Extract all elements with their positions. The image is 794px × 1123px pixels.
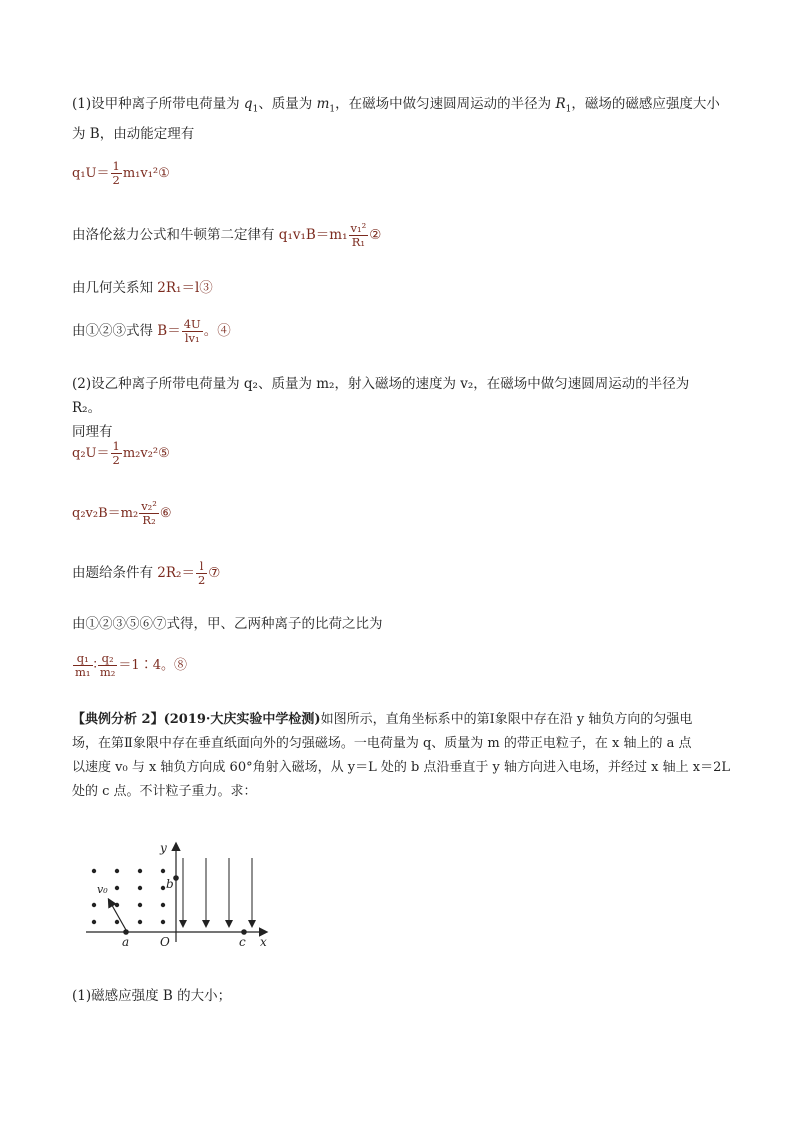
point-c (241, 929, 247, 935)
eq5-fraction (111, 440, 122, 467)
eq4-lhs: B＝ (157, 323, 181, 339)
eq7-num: l (196, 560, 207, 574)
equation-2-line (72, 222, 381, 249)
eq7-fraction (196, 560, 207, 587)
eq3-formula: 2R₁＝l③ (157, 280, 213, 296)
p1-mid3: ，磁场的磁感应强度大小 (571, 96, 720, 112)
eq2-tail: ② (369, 227, 382, 243)
p1-mid1: 、质量为 (258, 96, 317, 112)
eq4-tail: 。④ (203, 323, 231, 339)
example-source: (2019·大庆实验中学检测) (163, 712, 321, 727)
eq6-tail: ⑥ (159, 506, 172, 521)
eq6-den: R₂ (142, 513, 156, 527)
question1-text: (1)磁感应强度 B 的大小； (72, 988, 232, 1004)
p2-line1: (2)设乙种离子所带电荷量为 q₂、质量为 m₂，射入磁场的速度为 v₂，在磁场中做匀速圆周运动的半径为 R₂。 (72, 376, 690, 416)
equation-6 (72, 500, 172, 527)
eq2-fraction (349, 222, 369, 249)
example-problem (72, 708, 732, 804)
eq7-tail: ⑦ (208, 565, 221, 581)
eq6-num: v₂² (141, 499, 157, 513)
equation-1 (72, 160, 170, 187)
label-a: a (122, 935, 130, 949)
eq4-den: lv₁ (184, 331, 200, 345)
magnetic-field-dots (92, 869, 165, 924)
eq2-den: R₁ (351, 235, 366, 249)
equation-3-line (72, 276, 213, 296)
eq2-num: v₁² (350, 221, 367, 235)
eq8-den2: m₂ (99, 665, 116, 679)
label-c: c (239, 935, 246, 949)
label-o: O (160, 935, 170, 949)
eq7-text: 由题给条件有 (72, 565, 158, 581)
equation-5 (72, 440, 170, 467)
p2-line2: 同理有 (72, 424, 113, 440)
eq5-rhs: m₂v₂²⑤ (122, 446, 170, 461)
p1-prefix: (1)设甲种离子所带电荷量为 (72, 96, 244, 112)
eq1-rhs: m₁v₁²① (122, 166, 170, 181)
eq1-fraction (111, 160, 122, 187)
eq8-fraction-1 (73, 652, 93, 679)
eq4-text: 由①②③式得 (72, 323, 158, 339)
eq8-num2: q₂ (98, 652, 118, 666)
eq8-den1: m₁ (75, 665, 91, 679)
equation-4-line (72, 318, 231, 345)
paragraph-part2 (72, 372, 722, 444)
equation-8 (72, 652, 187, 679)
example-line3: 以速度 v₀ 与 x 轴负方向成 60°角射入磁场，从 y＝L 处的 b 点沿垂直于 y 轴方向进入电场，并经过 x 轴上 x＝2L (72, 760, 730, 775)
label-x: x (260, 935, 267, 949)
eq8-tail: ＝1∶4。⑧ (118, 658, 187, 673)
eq5-lhs: q₂U＝ (72, 446, 110, 461)
p1-line2: 为 B，由动能定理有 (72, 125, 195, 142)
eq3-text: 由几何关系知 (72, 280, 158, 296)
question-1 (72, 984, 231, 1004)
eq4-num: 4U (183, 317, 201, 331)
eq2-text: 由洛伦兹力公式和牛顿第二定律有 (72, 227, 279, 243)
eq2-lhs: q₁v₁B＝m₁ (278, 227, 348, 243)
label-y: y (160, 841, 167, 855)
eq6-lhs: q₂v₂B＝m₂ (72, 506, 139, 521)
paragraph-ratio (72, 612, 383, 632)
eq8-separator: ∶ (93, 658, 97, 673)
eq5-num: 1 (112, 439, 120, 453)
eq7-lhs: 2R₂＝ (157, 565, 195, 581)
eq8-num1: q₁ (73, 652, 93, 666)
electric-field-lines (183, 858, 252, 926)
label-v0: v₀ (97, 883, 108, 896)
example-line2: 场，在第Ⅱ象限中存在垂直纸面向外的匀强磁场。一电荷量为 q、质量为 m 的带正电粒子，在 x 轴上的 a 点 (72, 736, 692, 751)
equation-7-line (72, 560, 220, 587)
p1-mid2: ，在磁场中做匀速圆周运动的半径为 (335, 96, 556, 112)
eq5-den: 2 (112, 453, 120, 467)
eq4-fraction (182, 318, 203, 345)
eq6-fraction (139, 500, 159, 527)
point-b (173, 875, 179, 881)
eq1-lhs: q₁U＝ (72, 166, 110, 181)
example-line1: 如图所示，直角坐标系中的第Ⅰ象限中存在沿 y 轴负方向的匀强电 (320, 712, 693, 727)
p3-text: 由①②③⑤⑥⑦式得，甲、乙两种离子的比荷之比为 (72, 616, 383, 632)
point-a (123, 929, 129, 935)
coordinate-figure (80, 838, 280, 950)
example-line4: 处的 c 点。不计粒子重力。求： (72, 784, 257, 799)
eq1-den: 2 (112, 173, 120, 187)
label-b: b (166, 877, 174, 891)
eq7-den: 2 (197, 573, 206, 587)
example-tag: 【典例分析 2】 (72, 712, 164, 727)
eq8-fraction-2 (98, 652, 118, 679)
eq1-num: 1 (112, 159, 120, 173)
paragraph-part1: (1)设甲种离子所带电荷量为 $q_1$、质量为 $m_1$，在磁场中做匀速圆周运动的半径为 $R_1$，磁场的磁感应强度大小 为 B，由动能定理有 (72, 96, 720, 142)
